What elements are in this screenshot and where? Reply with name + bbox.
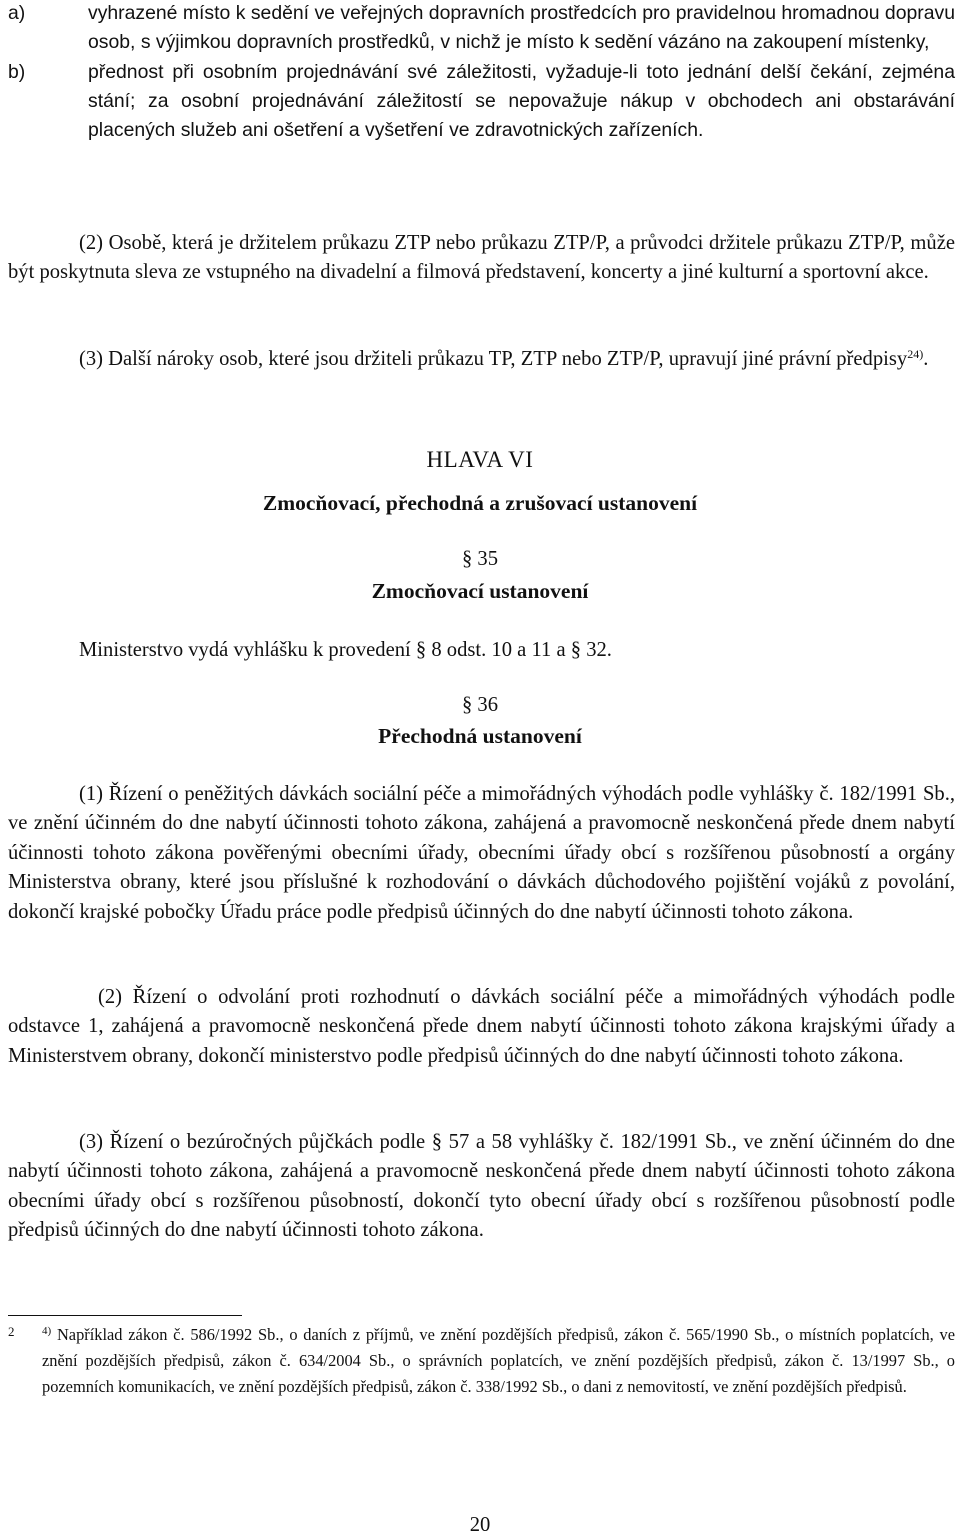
section-35-text-b: 8 odst. 10 a 11 a [431,639,566,661]
section-sign: § [570,639,582,661]
section-35-text-c: 32. [586,639,612,661]
section-35-number [0,548,960,571]
paragraph-3-end: . [923,348,929,370]
list-item-b [8,58,955,146]
list-item-a [8,0,955,58]
footnote [42,1322,955,1400]
list-item-text: přednost při osobním projednávání své záležitosti, vyžaduje-li toto jednání delší čekání, zejména stání; za osobní projednávání záležitostí se nepovažuje nákup v obchodech ani obstarávání placených služeb ani ošetření a vyšetření ve zdravotnických zařízeních. [88,60,955,142]
page-number: 20 [469,1514,491,1536]
section-36-paragraph-3-b: 57 a 58 vyhlášky č. 182/1991 Sb., ve znění účinném do dne nabytí účinnosti tohoto zákona, zahájená a pravomocně neskončená přede dnem nabytí účinnosti tohoto zákona obecními úřady obcí s rozšířenou působností, dokončí tyto obecní úřady obcí s rozšířenou působností podle předpisů účinných do dne nabytí účinnosti tohoto zákona. [8,1131,956,1242]
section-number-value: 36 [477,694,499,716]
chapter-title: HLAVA VI [426,447,534,472]
section-35-text-a: Ministerstvo vydá vyhlášku k provedení [79,639,411,661]
chapter-subtitle: Zmocňovací, přechodná a zrušovací ustanovení [262,491,698,515]
section-36-title: Přechodná ustanovení [378,724,582,748]
section-number-value: 35 [477,548,499,570]
footnote-number: 2 [8,1324,15,1339]
paragraph-3 [8,345,955,374]
section-36-paragraph-2: (2) Řízení o odvolání proti rozhodnutí o dávkách sociální péče a mimořádných výhodách podle odstavce 1, zahájená a pravomocně neskončená přede dnem nabytí účinnosti tohoto zákona krajskými úřady a Ministerstvem obrany, dokončí ministerstvo podle předpisů účinných do dne nabytí účinnosti tohoto zákona. [8,986,955,1067]
section-36-number [0,694,960,717]
benefits-list [8,0,955,145]
footnote-marker: 4) [42,1325,52,1337]
section-sign: § [461,548,473,570]
list-marker: a) [8,2,26,24]
section-36-paragraph-3 [8,1128,955,1246]
footnote-separator [8,1315,242,1316]
section-sign: § [461,694,473,716]
section-36-paragraph-3-a: (3) Řízení o bezúročných půjčkách podle [79,1131,426,1153]
list-item-text: vyhrazené místo k sedění ve veřejných dopravních prostředcích pro pravidelnou hromadnou dopravu osob, s výjimkou dopravních prostředků, v nichž je místo k sedění vázáno na zakoupení místenky, [88,2,955,54]
section-sign: § [431,1131,443,1153]
footnote-text: Například zákon č. 586/1992 Sb., o daních z příjmů, ve znění pozdějších předpisů, zákon č. 565/1990 Sb., o místních poplatcích, ve znění pozdějších předpisů, zákon č. 634/2004 Sb., o správních poplatcích, ve znění pozdějších předpisů, zákon č. 13/1997 Sb., o pozemních komunikacích, ve znění pozdějších předpisů, zákon č. 338/1992 Sb., o dani z nemovitostí, ve znění pozdějších předpisů. [42,1325,955,1396]
section-36-paragraph-1: (1) Řízení o peněžitých dávkách sociální péče a mimořádných výhodách podle vyhlášky č. 182/1991 Sb., ve znění účinném do dne nabytí účinnosti tohoto zákona, zahájená a pravomocně neskončená přede dnem nabytí účinnosti tohoto zákona pověřenými obecními úřady, obecními úřady obcí s rozšířenou působností a orgány Ministerstva obrany, které jsou příslušné k rozhodování o dávkách důchodového pojištění vojáků z povolání, dokončí krajské pobočky Úřadu práce podle předpisů účinných do dne nabytí účinnosti tohoto zákona. [8,783,955,923]
section-sign: § [415,639,427,661]
list-marker: b) [8,60,26,83]
section-35-text [79,636,955,665]
section-35-title: Zmocňovací ustanovení [371,579,589,603]
paragraph-3-text: (3) Další nároky osob, které jsou držiteli průkazu TP, ZTP nebo ZTP/P, upravují jiné právní předpisy [79,348,908,370]
footnote-reference: 24) [907,347,924,361]
paragraph-2: (2) Osobě, která je držitelem průkazu ZTP nebo průkazu ZTP/P, a průvodci držitele průkazu ZTP/P, může být poskytnuta sleva ze vstupného na divadelní a filmová představení, koncerty a jiné kulturní a sportovní akce. [8,232,955,284]
